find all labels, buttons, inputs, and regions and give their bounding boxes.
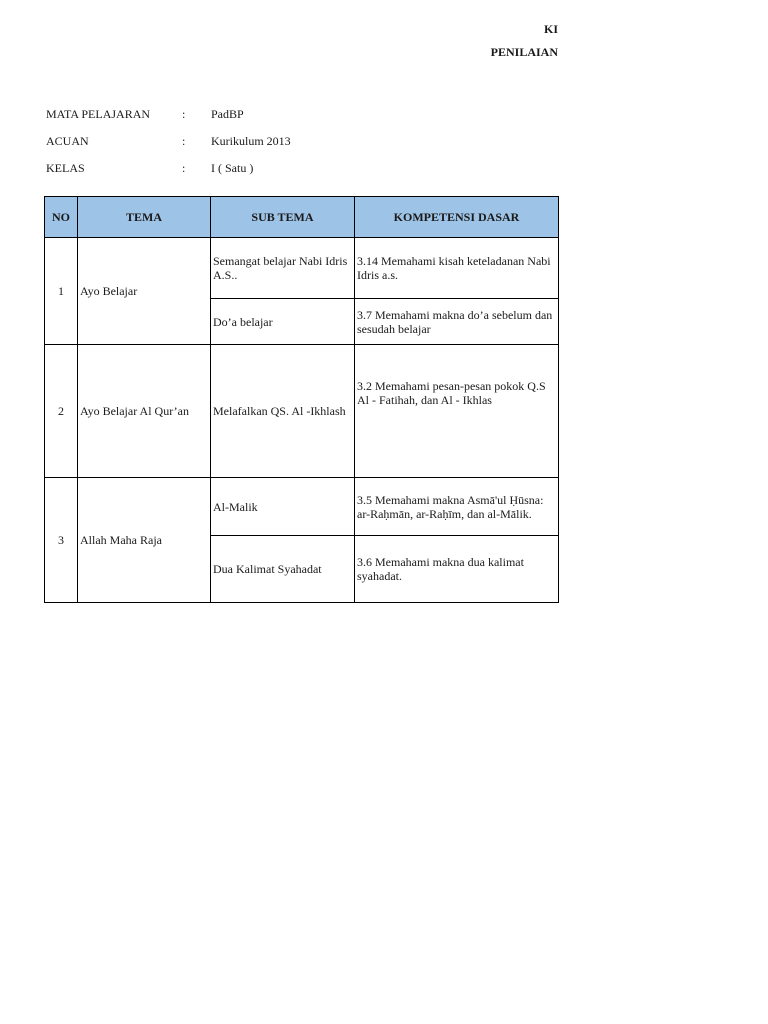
table-row bbox=[45, 478, 559, 536]
meta-separator: : bbox=[182, 107, 186, 121]
column-header-kompetensi-dasar: KOMPETENSI DASAR bbox=[355, 197, 559, 238]
cell-kompetensi-dasar: 3.2 Memahami pesan-pesan pokok Q.S Al - Fatihah, dan Al - Ikhlas bbox=[355, 345, 559, 478]
cell-tema: Ayo Belajar Al Qur’an bbox=[78, 345, 211, 478]
cell-no: 1 bbox=[45, 238, 78, 345]
header-title-ki: KI bbox=[543, 22, 558, 36]
cell-no: 2 bbox=[45, 345, 78, 478]
column-header-no: NO bbox=[45, 197, 78, 238]
cell-kompetensi-dasar: 3.5 Memahami makna Asmā'ul Ḥūsna: ar-Raḥmān, ar-Raḥīm, dan al-Mālik. bbox=[355, 478, 559, 536]
cell-no: 3 bbox=[45, 478, 78, 603]
meta-class-value: I ( Satu ) bbox=[211, 161, 254, 175]
cell-sub-tema: Melafalkan QS. Al -Ikhlash bbox=[211, 345, 355, 478]
meta-reference-value: Kurikulum 2013 bbox=[211, 134, 291, 148]
table-row bbox=[45, 345, 559, 478]
meta-separator: : bbox=[182, 161, 186, 175]
cell-tema: Ayo Belajar bbox=[78, 238, 211, 345]
cell-tema: Allah Maha Raja bbox=[78, 478, 211, 603]
competency-table bbox=[44, 196, 559, 603]
header-title-penilaian: PENILAIAN bbox=[490, 45, 558, 59]
meta-separator: : bbox=[182, 134, 186, 148]
meta-class-label: KELAS bbox=[46, 161, 85, 175]
cell-kompetensi-dasar: 3.6 Memahami makna dua kalimat syahadat. bbox=[355, 536, 559, 603]
meta-subject-label: MATA PELAJARAN bbox=[46, 107, 151, 121]
table-row bbox=[45, 238, 559, 299]
cell-sub-tema: Dua Kalimat Syahadat bbox=[211, 536, 355, 603]
meta-reference-label: ACUAN bbox=[46, 134, 89, 148]
cell-sub-tema: Semangat belajar Nabi Idris A.S.. bbox=[211, 238, 355, 299]
column-header-tema: TEMA bbox=[78, 197, 211, 238]
table-header-row bbox=[45, 197, 559, 238]
cell-kompetensi-dasar: 3.7 Memahami makna do’a sebelum dan sesudah belajar bbox=[355, 299, 559, 345]
column-header-sub-tema: SUB TEMA bbox=[211, 197, 355, 238]
cell-sub-tema: Al-Malik bbox=[211, 478, 355, 536]
cell-kompetensi-dasar: 3.14 Memahami kisah keteladanan Nabi Idris a.s. bbox=[355, 238, 559, 299]
cell-sub-tema: Do’a belajar bbox=[211, 299, 355, 345]
meta-subject-value: PadBP bbox=[211, 107, 244, 121]
